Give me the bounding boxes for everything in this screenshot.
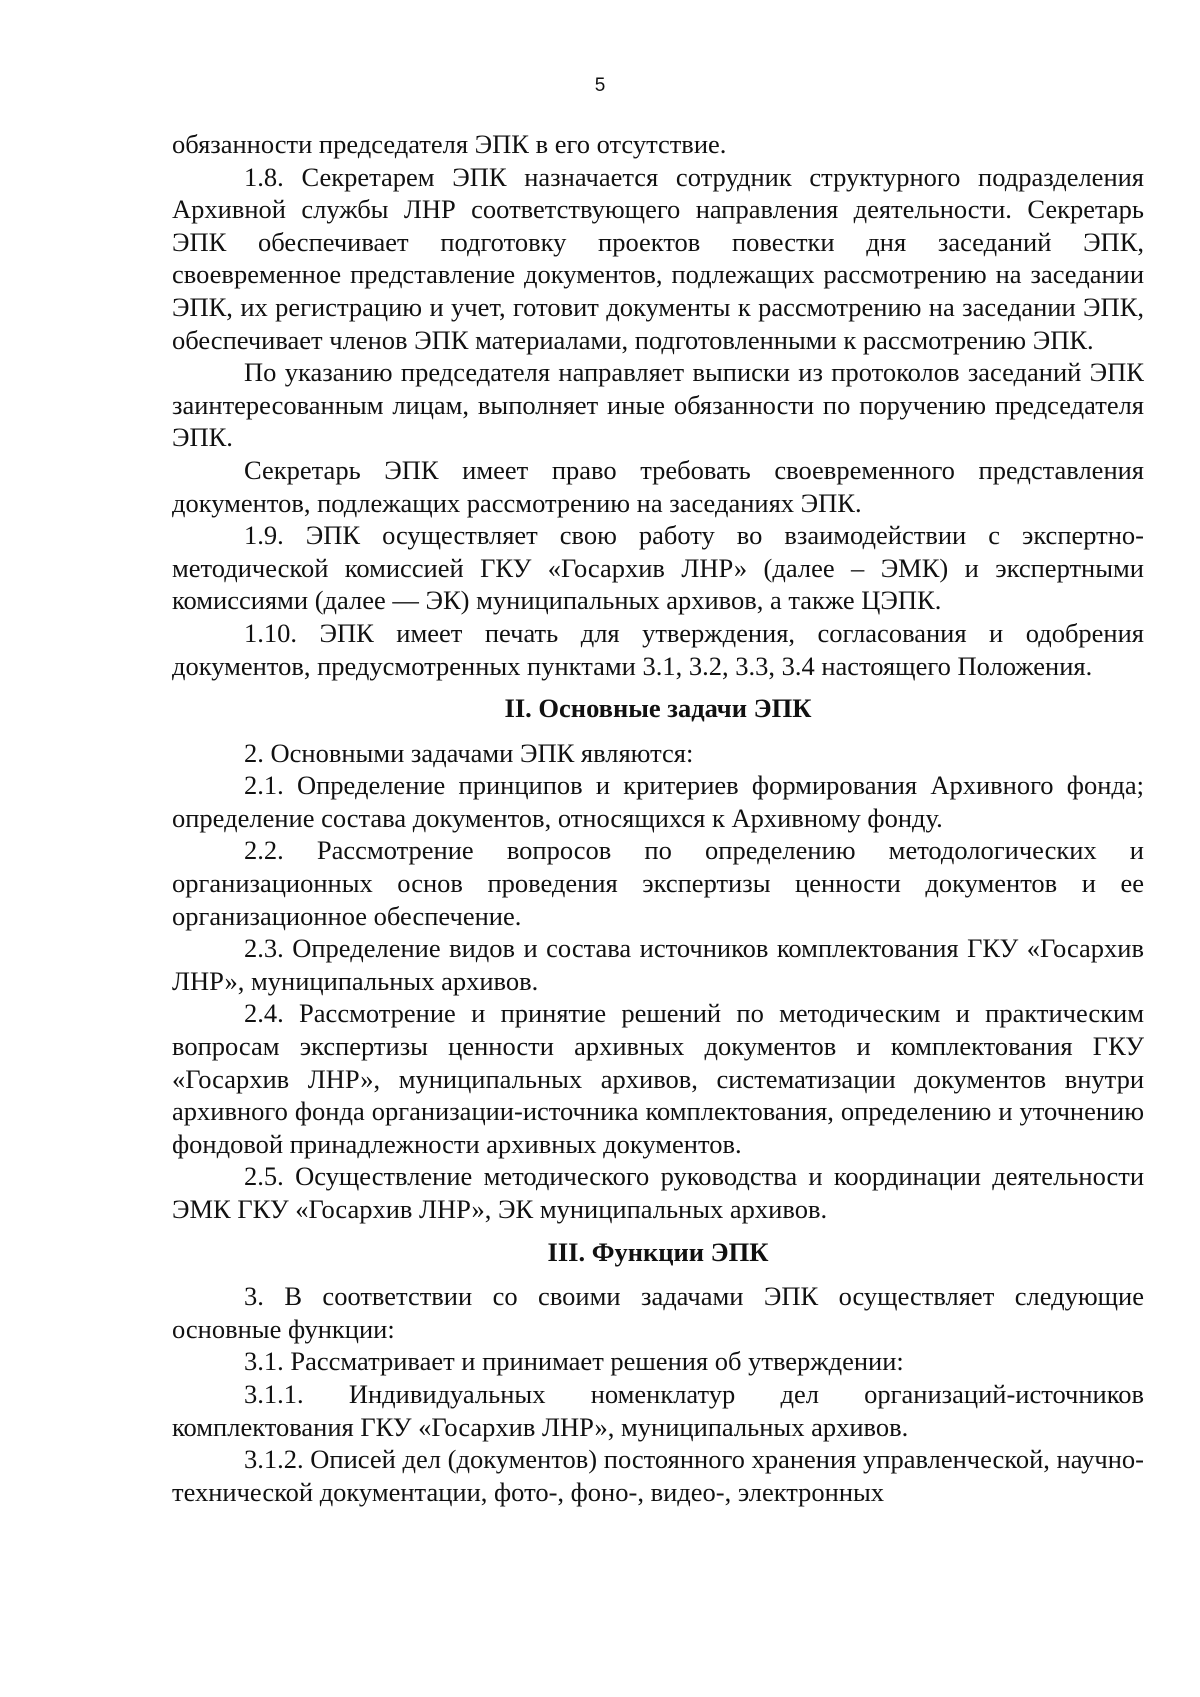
paragraph: 1.9. ЭПК осуществляет свою работу во взаимодействии с экспертно-методической комиссией ГКУ «Госархив ЛНР» (далее – ЭМК) и экспертными комиссиями (далее — ЭК) муниципальных архивов, а также ЦЭПК. — [172, 520, 1144, 616]
paragraph: 2.1. Определение принципов и критериев формирования Архивного фонда; определение состава документов, относящихся к Архивному фонду. — [172, 770, 1144, 833]
document-body — [172, 128, 1144, 1508]
paragraph: По указанию председателя направляет выписки из протоколов заседаний ЭПК заинтересованным лицам, выполняет иные обязанности по поручению председателя ЭПК. — [172, 357, 1144, 453]
paragraph: 2.2. Рассмотрение вопросов по определению методологических и организационных основ проведения экспертизы ценности документов и ее организационное обеспечение. — [172, 835, 1144, 931]
page-number: 5 — [594, 75, 606, 96]
paragraph: 3.1.1. Индивидуальных номенклатур дел организаций-источников комплектования ГКУ «Госархив ЛНР», муниципальных архивов. — [172, 1378, 1144, 1442]
paragraph: 1.8. Секретарем ЭПК назначается сотрудник структурного подразделения Архивной службы ЛНР соответствующего направления деятельности. Секретарь ЭПК обеспечивает подготовку проектов повестки дня заседаний ЭПК, своевременное представление документов, подлежащих рассмотрению на заседании ЭПК, их регистрацию и учет, готовит документы к рассмотрению на заседании ЭПК, обеспечивает членов ЭПК материалами, подготовленными к рассмотрению ЭПК. — [172, 161, 1144, 355]
paragraph: 2. Основными задачами ЭПК являются: — [244, 737, 694, 768]
section-heading: III. Функции ЭПК — [547, 1236, 769, 1267]
paragraph: 2.4. Рассмотрение и принятие решений по методическим и практическим вопросам экспертизы ценности архивных документов и комплектования ГКУ «Госархив ЛНР», муниципальных архивов, систематизации документов внутри архивного фонда организации-источника комплектования, определению и уточнению фондовой принадлежности архивных документов. — [172, 998, 1144, 1159]
paragraph: обязанности председателя ЭПК в его отсутствие. — [172, 129, 727, 159]
paragraph: 3.1.2. Описей дел (документов) постоянного хранения управленческой, научно-технической документации, фото-, фоно-, видео-, электронных — [172, 1444, 1144, 1507]
section-heading: II. Основные задачи ЭПК — [504, 693, 812, 724]
paragraph: 1.10. ЭПК имеет печать для утверждения, согласования и одобрения документов, предусмотренных пунктами 3.1, 3.2, 3.3, 3.4 настоящего Положения. — [172, 617, 1144, 681]
paragraph: 2.5. Осуществление методического руководства и координации деятельности ЭМК ГКУ «Госархив ЛНР», ЭК муниципальных архивов. — [172, 1161, 1144, 1224]
paragraph: 2.3. Определение видов и состава источников комплектования ГКУ «Госархив ЛНР», муниципальных архивов. — [172, 933, 1144, 996]
paragraph: 3.1. Рассматривает и принимает решения об утверждении: — [244, 1346, 904, 1377]
paragraph: 3. В соответствии со своими задачами ЭПК осуществляет следующие основные функции: — [172, 1281, 1144, 1344]
paragraph: Секретарь ЭПК имеет право требовать своевременного представления документов, подлежащих рассмотрению на заседаниях ЭПК. — [172, 454, 1144, 518]
